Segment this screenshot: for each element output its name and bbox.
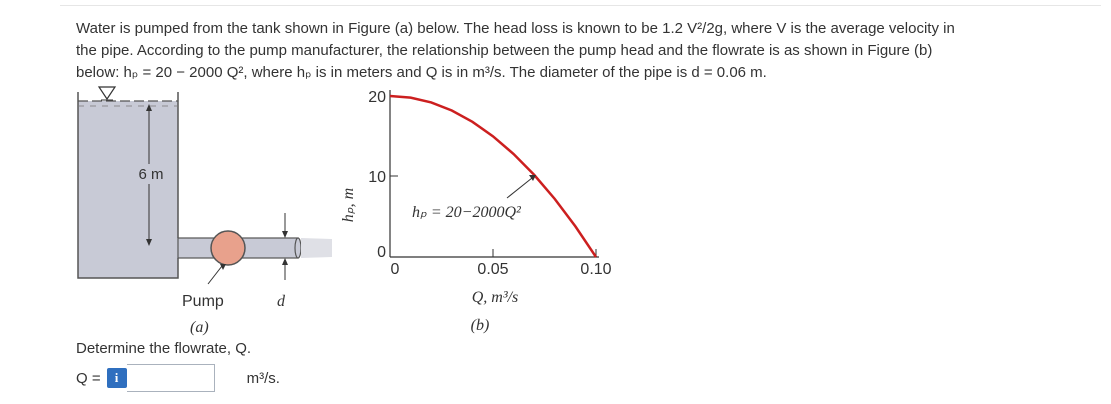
flowrate-answer-input[interactable] bbox=[127, 364, 215, 392]
problem-line-1: Water is pumped from the tank shown in Figure (a) below. The head loss is known to be 1.2 V²/2g, where V is the average velocity in bbox=[76, 20, 955, 37]
pump-circle bbox=[211, 231, 245, 265]
diameter-arrow-down-icon bbox=[282, 231, 288, 238]
problem-line-2: the pipe. According to the pump manufacturer, the relationship between the pump head and the flowrate is as shown in Figure (b) bbox=[76, 42, 933, 59]
x-tick-label-005: 0.05 bbox=[477, 261, 509, 278]
pipe-outlet bbox=[295, 238, 301, 258]
diameter-label: d bbox=[277, 293, 285, 310]
info-icon[interactable]: i bbox=[107, 368, 127, 388]
answer-row bbox=[76, 362, 280, 394]
depth-label: 6 m bbox=[138, 166, 164, 183]
y-tick-label-0: 0 bbox=[377, 244, 386, 261]
problem-line-3: below: hₚ = 20 − 2000 Q², where hₚ is in meters and Q is in m³/s. The diameter of the pipe is d = 0.06 m. bbox=[76, 64, 767, 81]
figure-a-caption: (a) bbox=[190, 319, 209, 336]
pump-curve-line bbox=[390, 96, 596, 257]
y-axis-label: hₚ, m bbox=[340, 187, 357, 223]
free-surface-triangle-icon bbox=[99, 87, 115, 99]
pump-label: Pump bbox=[182, 293, 224, 310]
equation-label: hₚ = 20−2000Q² bbox=[412, 204, 521, 221]
top-divider bbox=[60, 5, 1101, 6]
question-prompt: Determine the flowrate, Q. bbox=[76, 340, 252, 357]
problem-statement bbox=[76, 18, 1086, 84]
figure-b-pump-curve bbox=[340, 89, 612, 334]
answer-unit: m³/s. bbox=[246, 369, 280, 387]
equation-leader bbox=[507, 178, 532, 198]
y-tick-label-20: 20 bbox=[368, 89, 386, 106]
diameter-arrow-up-icon bbox=[282, 258, 288, 265]
answer-label: Q = bbox=[76, 369, 101, 387]
y-tick-label-10: 10 bbox=[368, 169, 386, 186]
x-axis-label: Q, m³/s bbox=[471, 289, 519, 306]
figure-b-caption: (b) bbox=[470, 317, 490, 334]
x-tick-label-0: 0 bbox=[390, 261, 400, 278]
problem-figure bbox=[70, 80, 670, 340]
figure-a-tank-diagram bbox=[78, 87, 332, 336]
x-tick-label-010: 0.10 bbox=[580, 261, 612, 278]
water-jet bbox=[301, 238, 332, 258]
pump-leader bbox=[208, 266, 222, 284]
